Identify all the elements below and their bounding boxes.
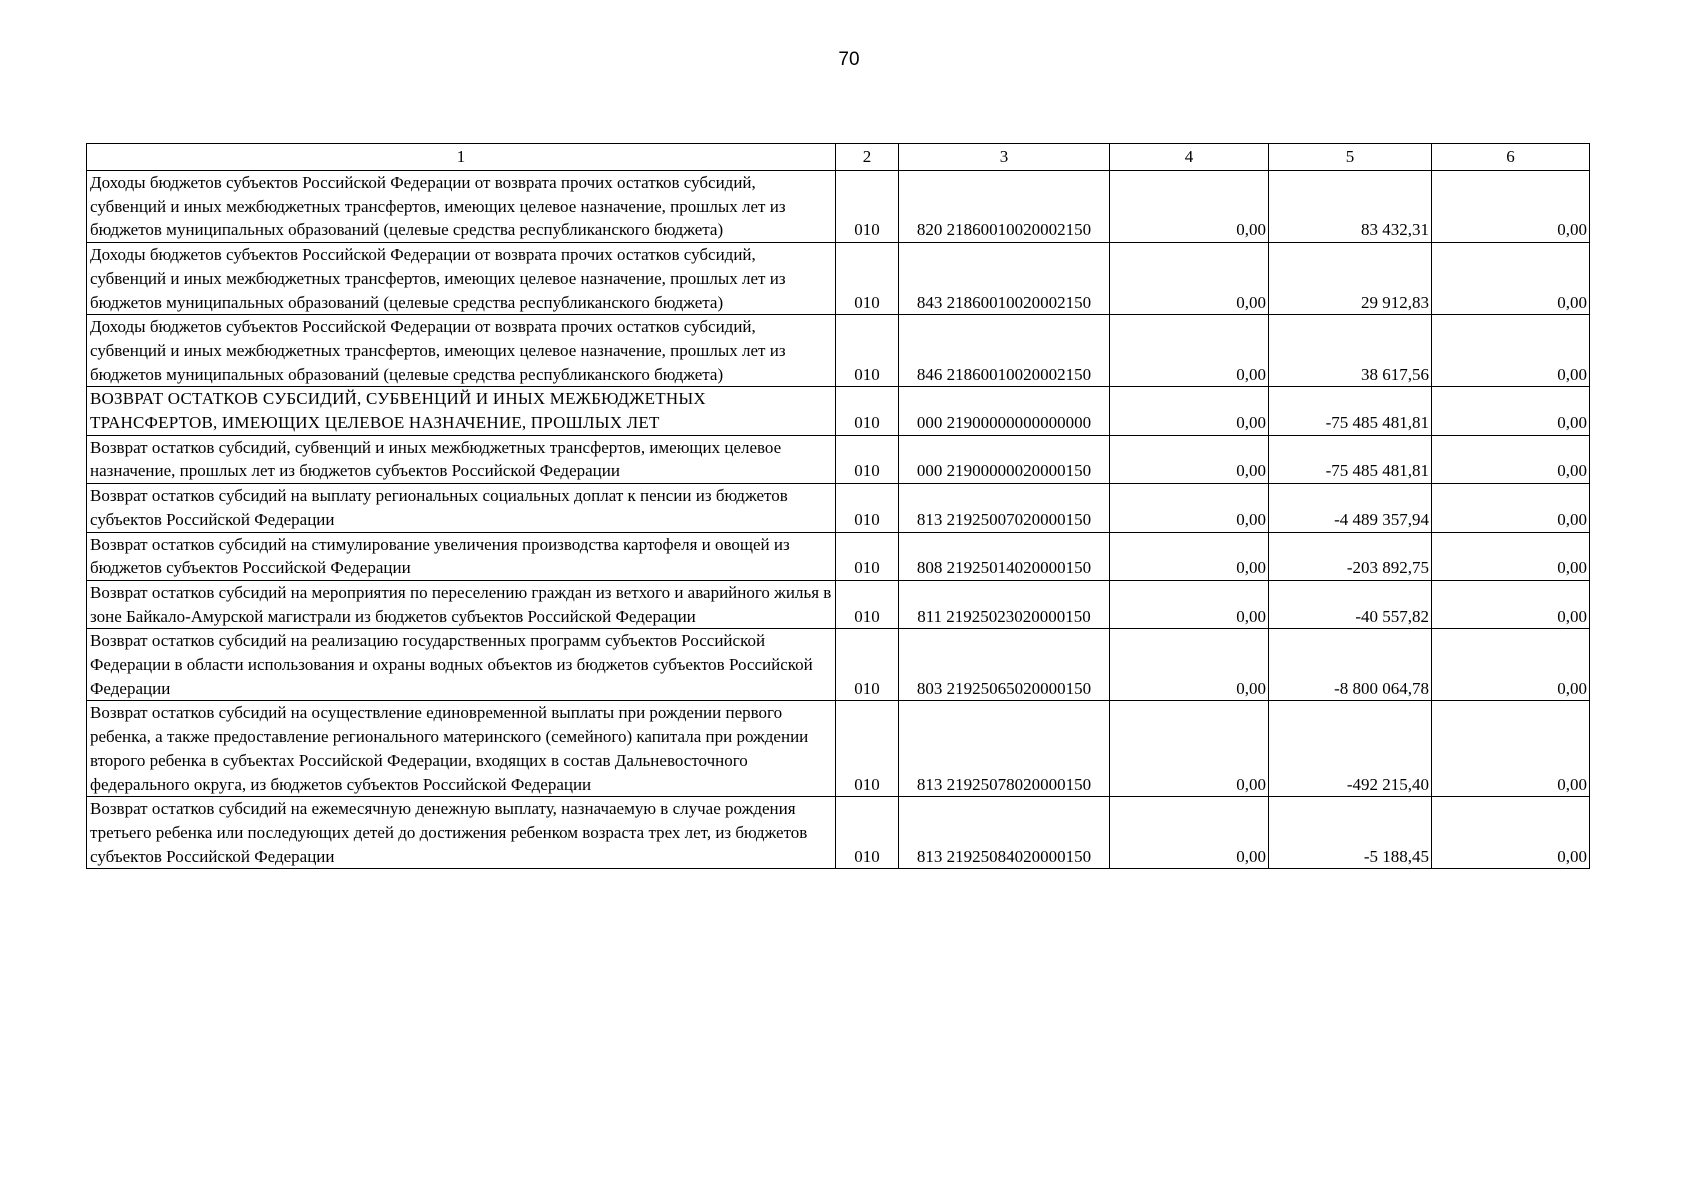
table-row	[87, 532, 1590, 580]
cell-name: Возврат остатков субсидий на осуществление единовременной выплаты при рождении первого ребенка, а также предоставление регионального материнского (семейного) капитала при рождении второго ребенка в субъектах Российской Федерации, входящих в состав Дальневосточного федерального округа, из бюджетов субъектов Российской Федерации	[87, 701, 836, 797]
cell-col-5: -4 489 357,94	[1269, 484, 1432, 532]
cell-budget-code: 813 21925084020000150	[899, 797, 1110, 869]
table-row	[87, 243, 1590, 315]
table-body	[87, 171, 1590, 869]
cell-budget-code: 803 21925065020000150	[899, 629, 1110, 701]
table-header	[87, 144, 1590, 171]
cell-budget-code: 843 21860010020002150	[899, 243, 1110, 315]
cell-name: Доходы бюджетов субъектов Российской Федерации от возврата прочих остатков субсидий, субвенций и иных межбюджетных трансфертов, имеющих целевое назначение, прошлых лет из бюджетов муниципальных образований (целевые средства республиканского бюджета)	[87, 171, 836, 243]
cell-col-6: 0,00	[1432, 484, 1590, 532]
cell-col-6: 0,00	[1432, 797, 1590, 869]
cell-line-code: 010	[836, 387, 899, 435]
cell-name: Возврат остатков субсидий, субвенций и иных межбюджетных трансфертов, имеющих целевое назначение, прошлых лет из бюджетов субъектов Российской Федерации	[87, 435, 836, 483]
table-row	[87, 629, 1590, 701]
cell-line-code: 010	[836, 171, 899, 243]
cell-col-5: 83 432,31	[1269, 171, 1432, 243]
cell-budget-code: 808 21925014020000150	[899, 532, 1110, 580]
cell-line-code: 010	[836, 532, 899, 580]
cell-line-code: 010	[836, 797, 899, 869]
cell-line-code: 010	[836, 580, 899, 628]
cell-col-4: 0,00	[1110, 532, 1269, 580]
cell-col-5: 29 912,83	[1269, 243, 1432, 315]
cell-col-6: 0,00	[1432, 580, 1590, 628]
table-row	[87, 435, 1590, 483]
cell-col-5: -5 188,45	[1269, 797, 1432, 869]
cell-col-4: 0,00	[1110, 580, 1269, 628]
header-col-5: 5	[1269, 144, 1432, 171]
cell-col-4: 0,00	[1110, 387, 1269, 435]
cell-budget-code: 813 21925078020000150	[899, 701, 1110, 797]
cell-col-5: -75 485 481,81	[1269, 387, 1432, 435]
cell-budget-code: 820 21860010020002150	[899, 171, 1110, 243]
cell-name: Доходы бюджетов субъектов Российской Федерации от возврата прочих остатков субсидий, субвенций и иных межбюджетных трансфертов, имеющих целевое назначение, прошлых лет из бюджетов муниципальных образований (целевые средства республиканского бюджета)	[87, 243, 836, 315]
cell-name: Возврат остатков субсидий на выплату региональных социальных доплат к пенсии из бюджетов субъектов Российской Федерации	[87, 484, 836, 532]
cell-line-code: 010	[836, 243, 899, 315]
cell-col-4: 0,00	[1110, 243, 1269, 315]
cell-col-6: 0,00	[1432, 315, 1590, 387]
cell-line-code: 010	[836, 629, 899, 701]
table-row	[87, 484, 1590, 532]
header-col-2: 2	[836, 144, 899, 171]
cell-budget-code: 000 21900000000000000	[899, 387, 1110, 435]
cell-col-6: 0,00	[1432, 629, 1590, 701]
cell-col-5: -492 215,40	[1269, 701, 1432, 797]
header-col-3: 3	[899, 144, 1110, 171]
header-col-4: 4	[1110, 144, 1269, 171]
cell-col-5: -40 557,82	[1269, 580, 1432, 628]
cell-col-4: 0,00	[1110, 484, 1269, 532]
cell-col-4: 0,00	[1110, 171, 1269, 243]
cell-col-6: 0,00	[1432, 435, 1590, 483]
page-number: 70	[838, 49, 860, 70]
cell-line-code: 010	[836, 315, 899, 387]
cell-budget-code: 811 21925023020000150	[899, 580, 1110, 628]
table-row	[87, 701, 1590, 797]
cell-col-4: 0,00	[1110, 701, 1269, 797]
cell-col-5: -203 892,75	[1269, 532, 1432, 580]
header-col-6: 6	[1432, 144, 1590, 171]
cell-col-6: 0,00	[1432, 532, 1590, 580]
cell-name: ВОЗВРАТ ОСТАТКОВ СУБСИДИЙ, СУБВЕНЦИЙ И ИНЫХ МЕЖБЮДЖЕТНЫХ ТРАНСФЕРТОВ, ИМЕЮЩИХ ЦЕЛЕВОЕ НАЗНАЧЕНИЕ, ПРОШЛЫХ ЛЕТ	[87, 387, 836, 435]
report-table	[86, 143, 1590, 869]
table-row-section	[87, 387, 1590, 435]
cell-col-6: 0,00	[1432, 243, 1590, 315]
cell-name: Возврат остатков субсидий на реализацию государственных программ субъектов Российской Федерации в области использования и охраны водных объектов из бюджетов субъектов Российской Федерации	[87, 629, 836, 701]
table-row	[87, 171, 1590, 243]
table-row	[87, 580, 1590, 628]
cell-col-6: 0,00	[1432, 171, 1590, 243]
cell-col-4: 0,00	[1110, 435, 1269, 483]
table-row	[87, 797, 1590, 869]
cell-col-4: 0,00	[1110, 797, 1269, 869]
cell-col-4: 0,00	[1110, 315, 1269, 387]
cell-line-code: 010	[836, 701, 899, 797]
cell-name: Возврат остатков субсидий на мероприятия по переселению граждан из ветхого и аварийного жилья в зоне Байкало-Амурской магистрали из бюджетов субъектов Российской Федерации	[87, 580, 836, 628]
header-col-1: 1	[87, 144, 836, 171]
cell-name: Доходы бюджетов субъектов Российской Федерации от возврата прочих остатков субсидий, субвенций и иных межбюджетных трансфертов, имеющих целевое назначение, прошлых лет из бюджетов муниципальных образований (целевые средства республиканского бюджета)	[87, 315, 836, 387]
cell-budget-code: 000 21900000020000150	[899, 435, 1110, 483]
header-row	[87, 144, 1590, 171]
cell-col-5: -75 485 481,81	[1269, 435, 1432, 483]
cell-name: Возврат остатков субсидий на стимулирование увеличения производства картофеля и овощей из бюджетов субъектов Российской Федерации	[87, 532, 836, 580]
cell-col-6: 0,00	[1432, 387, 1590, 435]
cell-line-code: 010	[836, 484, 899, 532]
cell-name: Возврат остатков субсидий на ежемесячную денежную выплату, назначаемую в случае рождения третьего ребенка или последующих детей до достижения ребенком возраста трех лет, из бюджетов субъектов Российской Федерации	[87, 797, 836, 869]
table-row	[87, 315, 1590, 387]
cell-col-6: 0,00	[1432, 701, 1590, 797]
cell-budget-code: 846 21860010020002150	[899, 315, 1110, 387]
cell-col-5: 38 617,56	[1269, 315, 1432, 387]
cell-col-5: -8 800 064,78	[1269, 629, 1432, 701]
cell-line-code: 010	[836, 435, 899, 483]
cell-col-4: 0,00	[1110, 629, 1269, 701]
cell-budget-code: 813 21925007020000150	[899, 484, 1110, 532]
